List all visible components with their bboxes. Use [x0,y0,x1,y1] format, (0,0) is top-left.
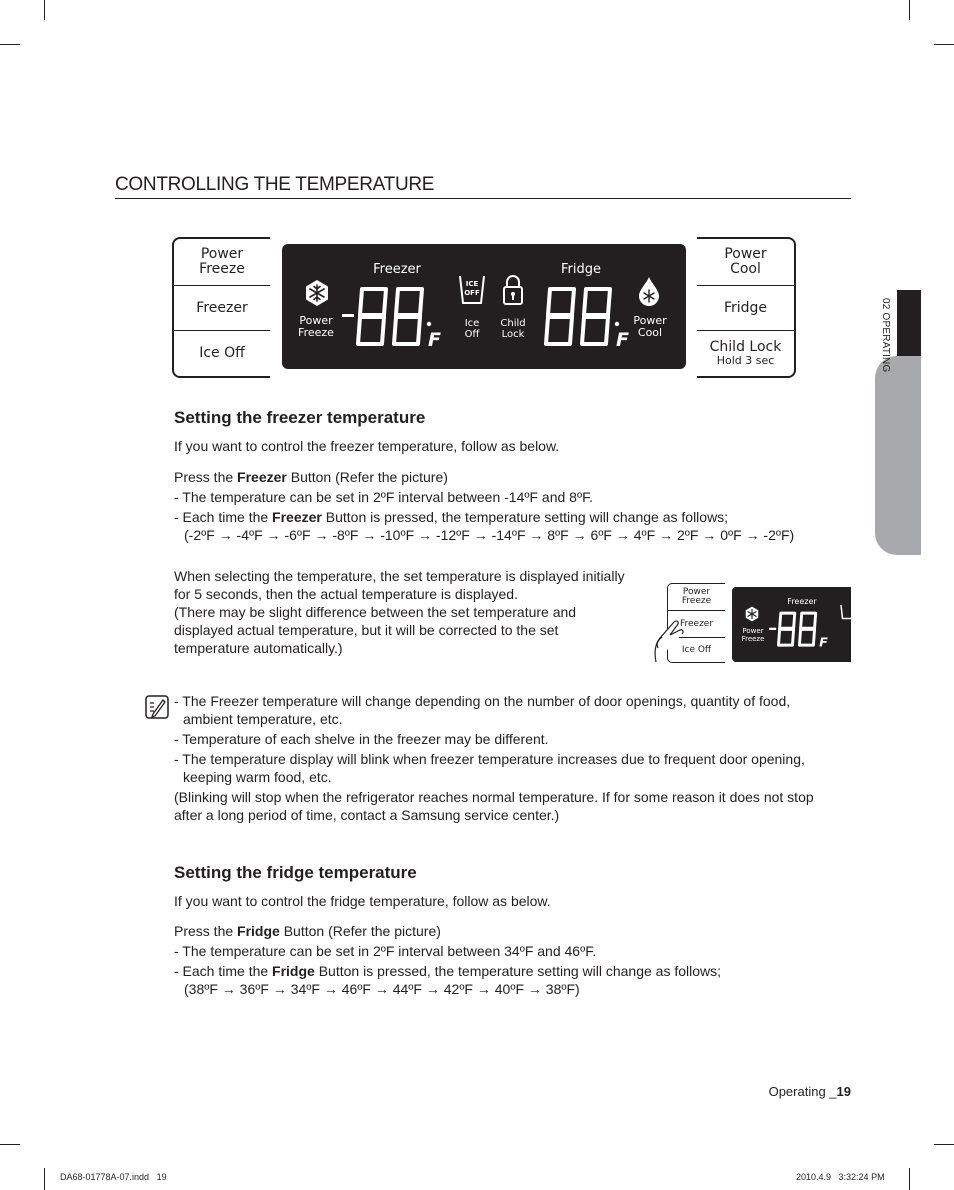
note-line: - The temperature display will blink when freezer temperature increases due to frequent door opening, [174,751,805,767]
page-title: CONTROLLING THE TEMPERATURE [115,174,851,199]
page-footer [700,1084,851,1099]
small-freezer-digits [768,611,832,649]
power-cool-indicator: Power Cool [633,314,667,339]
left-button-panel [172,237,270,378]
power-cool-button[interactable]: Power Cool [724,246,767,277]
fridge-button[interactable]: Fridge [723,299,768,316]
freezer-sequence: (-2ºF → -4ºF → -6ºF → -8ºF → -10ºF → -12ºF → -14ºF → 8ºF → 6ºF → 4ºF → 2ºF → 0ºF → -2ºF) [184,527,795,543]
small-freezer-button[interactable]: Freezer [679,618,714,629]
crop-mark [44,0,45,20]
child-lock-hold-label: Hold 3 sec [716,353,775,367]
note-line: - The Freezer temperature will change depending on the number of door openings, quantity of food, [174,693,791,709]
child-lock-label: Child Lock [709,338,782,355]
crop-mark [909,0,910,20]
small-ice-off-button[interactable]: Ice Off [681,644,712,655]
crop-mark [0,44,20,45]
fridge-sequence: (38ºF → 36ºF → 34ºF → 46ºF → 44ºF → 42ºF → 40ºF → 38ºF) [184,981,580,997]
small-power-freeze-indicator: Power Freeze [741,627,765,643]
freezer-heading: Setting the freezer temperature [174,408,426,427]
svg-text:F: F [819,635,828,649]
freezer-press-line: Press the Freezer Button (Refer the picture) [174,469,448,485]
freezer-range: - The temperature can be set in 2ºF interval between -14ºF and 8ºF. [174,489,593,505]
crop-mark [934,1144,954,1145]
freezer-intro: If you want to control the freezer temperature, follow as below. [174,438,560,454]
freezer-temperature-digits [340,286,450,350]
footer-section: Operating _ [768,1084,837,1099]
pointing-hand-icon [652,604,686,664]
fridge-unit: F [616,329,629,350]
freezer-each-line: - Each time the Freezer Button is pressed, the temperature setting will change as follows; [174,509,729,525]
freezer-unit: F [428,329,441,350]
fridge-each-line: - Each time the Fridge Button is pressed, the temperature setting will change as follows; [174,963,722,979]
ice-off-icon-label: ICE OFF [464,280,480,297]
power-freeze-button[interactable]: Power Freeze [199,246,245,277]
freezer-display-label: Freezer [373,262,421,277]
note-line: (Blinking will stop when the refrigerator reaches normal temperature. If for some reason it does not stop [174,789,814,805]
ice-off-button[interactable]: Ice Off [199,344,245,361]
lock-icon [502,274,524,306]
fridge-display-label: Fridge [561,262,601,277]
crop-mark [44,1168,45,1190]
note-icon [145,695,169,719]
fridge-instructions [174,922,721,998]
fridge-range: - The temperature can be set in 2ºF interval between 34ºF and 46ºF. [174,943,597,959]
note-line: after a long period of time, contact a Samsung service center.) [174,807,560,823]
freezer-selecting-text: When selecting the temperature, the set temperature is displayed initially for 5 seconds, then the actual temperature is displayed. (There may be slight difference between the set temperature and displayed actual temperature, but it will be corrected to the set temperature automatically.) [174,568,625,656]
small-freezer-label: Freezer [787,597,817,606]
child-lock-button[interactable] [697,331,794,375]
fridge-intro: If you want to control the fridge temperature, follow as below. [174,893,551,909]
fridge-heading: Setting the fridge temperature [174,863,417,882]
fridge-press-line: Press the Fridge Button (Refer the picture) [174,923,441,939]
water-drop-icon [638,276,660,306]
right-button-panel [697,237,796,378]
note-text [174,692,814,824]
print-date: 2010.4.9 3:32:24 PM [796,1172,885,1182]
page-number: 19 [836,1084,851,1099]
freezer-instructions [174,468,794,544]
child-lock-indicator: Child Lock [500,318,526,340]
crop-mark [934,44,954,45]
small-snowflake-icon [744,606,760,622]
note-line: keeping warm food, etc. [183,769,332,785]
note-line: ambient temperature, etc. [183,711,343,727]
side-tab-label: 02 OPERATING [880,298,891,373]
freezer-button[interactable]: Freezer [196,299,248,316]
crop-mark [909,1168,910,1190]
small-power-freeze-button[interactable]: Power Freeze [681,587,712,606]
small-control-display [732,587,851,662]
control-display [282,244,686,369]
crop-mark [0,1144,20,1145]
note-line: - Temperature of each shelve in the freezer may be different. [174,731,549,747]
side-tab-marker [897,290,921,356]
power-freeze-indicator: Power Freeze [298,314,334,339]
small-ice-off-icon [840,603,851,621]
fridge-temperature-digits [538,286,638,350]
file-info: DA68-01778A-07.indd 19 [60,1172,167,1182]
ice-off-indicator: Ice Off [464,318,480,340]
snowflake-icon [303,279,331,307]
